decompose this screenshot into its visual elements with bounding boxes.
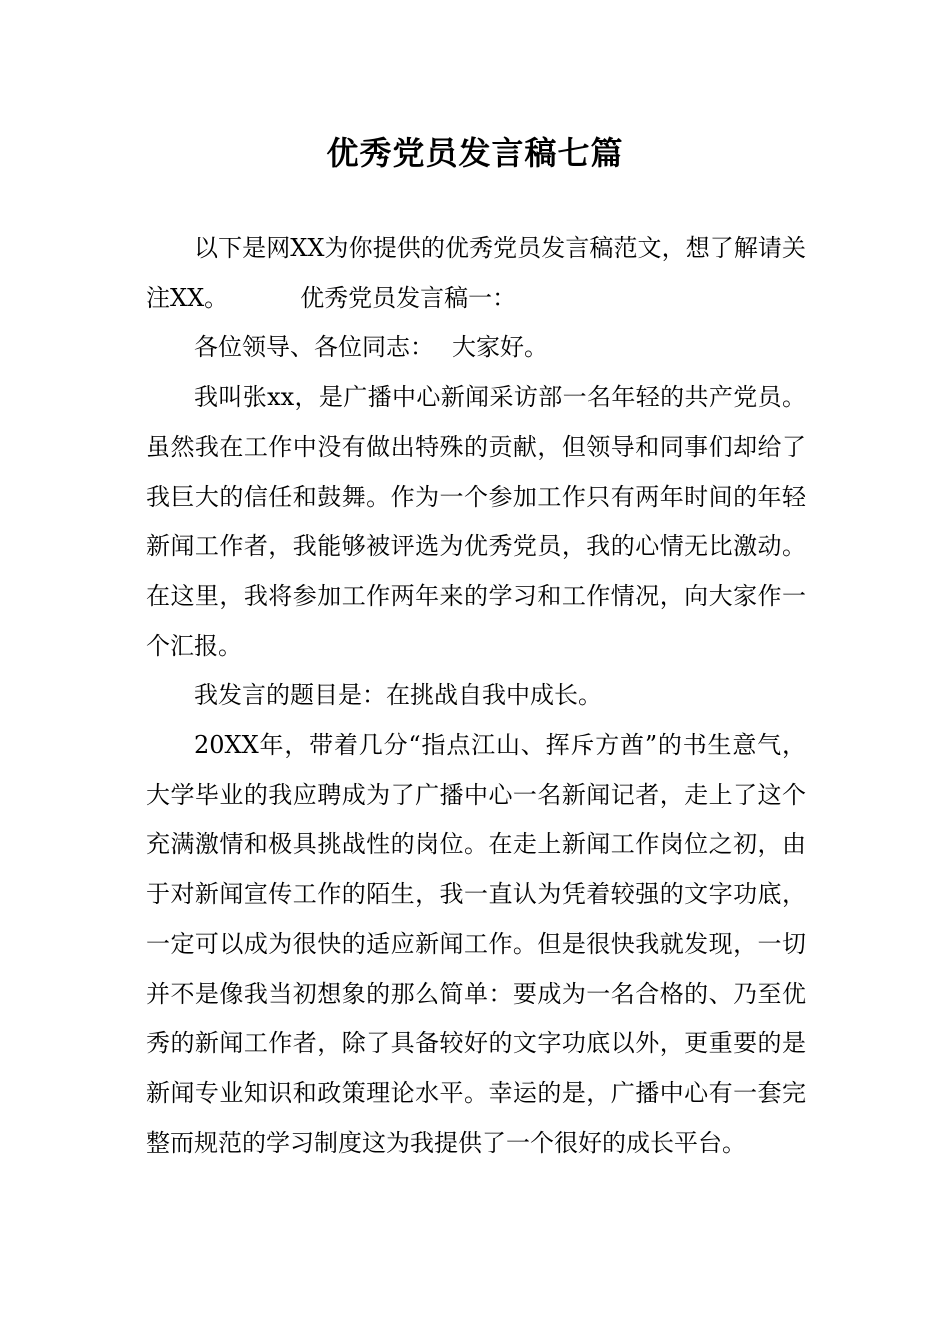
body-paragraph: 我叫张xx，是广播中心新闻采访部一名年轻的共产党员。虽然我在工作中没有做出特殊的贡献，但领导和同事们却给了我巨大的信任和鼓舞。作为一个参加工作只有两年时间的年轻新闻工作者，我能够被评选为优秀党员，我的心情无比激动。在这里，我将参加工作两年来的学习和工作情况，向大家作一个汇报。 xyxy=(146,383,806,660)
greeting-hello: 大家好。 xyxy=(452,333,548,362)
intro-paragraph xyxy=(146,224,806,323)
document-body xyxy=(146,224,806,1168)
document-title: 优秀党员发言稿七篇 xyxy=(326,134,624,172)
intro-text: 以下是网XX为你提供的优秀党员发言稿范文，想了解请关注XX。 xyxy=(146,234,806,312)
section-heading: 优秀党员发言稿一： xyxy=(300,283,517,312)
greeting-text: 各位领导、各位同志： xyxy=(194,333,434,362)
greeting-paragraph xyxy=(146,323,806,373)
body-paragraph: 我发言的题目是：在挑战自我中成长。 xyxy=(194,681,602,710)
body-paragraph: 20XX年，带着几分“指点江山、挥斥方酋”的书生意气，大学毕业的我应聘成为了广播中心一名新闻记者，走上了这个充满激情和极具挑战性的岗位。在走上新闻工作岗位之初，由于对新闻宣传工作的陌生，我一直认为凭着较强的文字功底，一定可以成为很快的适应新闻工作。但是很快我就发现，一切并不是像我当初想象的那么简单：要成为一名合格的、乃至优秀的新闻工作者，除了具备较好的文字功底以外，更重要的是新闻专业知识和政策理论水平。幸运的是，广播中心有一套完整而规范的学习制度这为我提供了一个很好的成长平台。 xyxy=(146,731,806,1157)
